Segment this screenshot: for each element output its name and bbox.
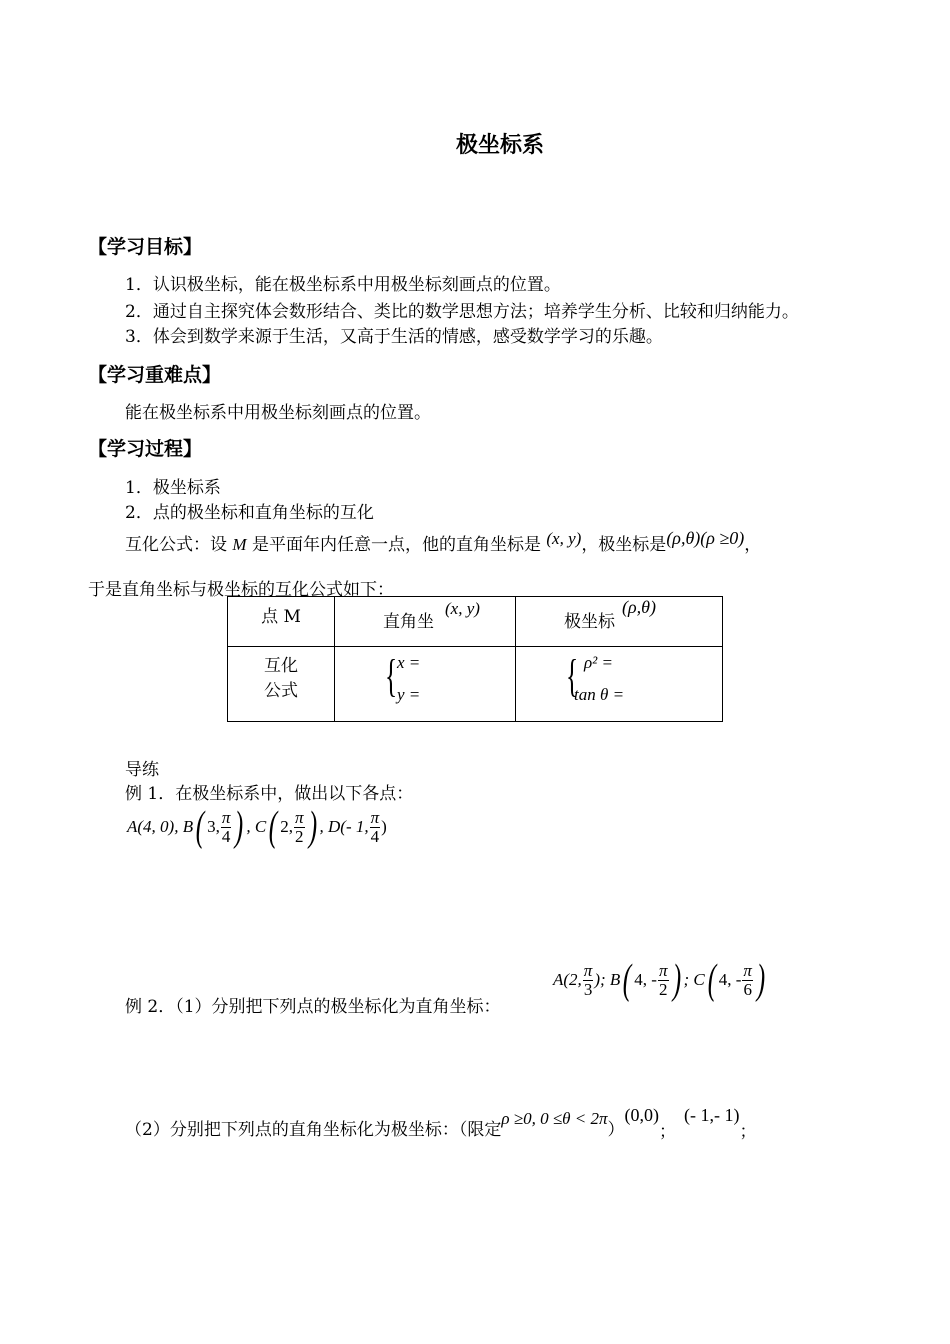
brace-icon: {: [385, 650, 398, 701]
example2-part2: （2）分别把下列点的直角坐标化为极坐标：（限定 ρ ≥0, 0 ≤θ < 2π ） (0,0) ； (- 1,- 1) ；: [125, 1105, 757, 1142]
goal-item: 1．认识极坐标，能在极坐标系中用极坐标刻画点的位置。: [125, 275, 561, 295]
point-m: M: [232, 535, 247, 554]
paren-icon: ): [756, 957, 766, 1003]
practice-heading: 导练: [125, 760, 159, 780]
formula-mid1: 是平面年内任意一点，他的直角坐标是: [251, 535, 541, 555]
paren-icon: ): [308, 804, 317, 850]
example1-text: 例 1．在极坐标系中，做出以下各点：: [125, 784, 414, 804]
formula-intro-line: [125, 530, 761, 555]
rect-coord: (x, y): [546, 529, 582, 548]
formula-line2: 于是直角坐标与极坐标的互化公式如下：: [88, 580, 394, 600]
point-neg: (- 1,- 1): [684, 1105, 740, 1125]
fraction: $\frac{\pi}{2}$: [658, 960, 668, 999]
key-points-heading: 【学习重难点】: [88, 364, 222, 386]
goal-item: 2．通过自主探究体会数形结合、类比的数学思想方法；培养学生分析、比较和归纳能力。: [125, 302, 799, 322]
process-item: 1．极坐标系: [125, 478, 221, 498]
header-point: 点 M: [228, 597, 335, 647]
page-title: 极坐标系: [455, 133, 544, 158]
paren-icon: ): [235, 804, 244, 850]
paren-icon: (: [707, 957, 716, 1003]
key-points-text: 能在极坐标系中用极坐标刻画点的位置。: [125, 403, 431, 423]
header-polar: 极坐标 (ρ,θ): [516, 597, 723, 647]
fraction: $\frac{\pi}{4}$: [370, 807, 380, 846]
goal-item: 3．体会到数学来源于生活，又高于生活的情感，感受数学学习的乐趣。: [125, 327, 663, 347]
example2-points: A(2, $\frac{\pi}{3}$ ); B ( 4, - $\frac{\pi}{2}$ ) ; C ( 4, - $\frac{\pi}{6}$ ): [553, 957, 766, 1003]
example2-text: 例 2．（1）分别把下列点的极坐标化为直角坐标：: [125, 997, 501, 1017]
fraction: $\frac{\pi}{4}$: [221, 807, 231, 846]
fraction: $\frac{\pi}{2}$: [294, 807, 304, 846]
header-rect: 直角坐 (x, y): [335, 597, 516, 647]
fraction: $\frac{\pi}{6}$: [743, 960, 752, 999]
paren-icon: (: [623, 957, 632, 1003]
paren-icon: ): [672, 957, 681, 1003]
point-origin: (0,0): [624, 1105, 659, 1125]
process-heading: 【学习过程】: [88, 438, 203, 460]
goals-heading: 【学习目标】: [88, 236, 203, 258]
formula-end: ，: [744, 535, 762, 555]
formula-intro: 互化公式：设: [125, 535, 227, 555]
row-label: 互化 公式: [228, 647, 335, 722]
rect-formula-cell: { x = y =: [335, 647, 516, 722]
constraint: ρ ≥0, 0 ≤θ < 2π: [501, 1109, 608, 1128]
process-item: 2．点的极坐标和直角坐标的互化: [125, 503, 374, 523]
example1-points: A(4, 0), B ( 3, $\frac{\pi}{4}$ ) , C ( 2, $\frac{\pi}{2}$ ) , D(- 1, $\frac{\pi}{4}$ ): [127, 804, 387, 850]
conversion-table: [227, 596, 723, 722]
polar-formula-cell: { ρ² = tan θ =: [516, 647, 723, 722]
polar-coord: (ρ,θ)(ρ ≥0): [666, 528, 745, 548]
brace-icon: {: [566, 650, 579, 701]
paren-icon: (: [269, 804, 278, 850]
paren-icon: (: [195, 804, 205, 850]
formula-mid2: ，极坐标是: [581, 535, 667, 555]
fraction: $\frac{\pi}{3}$: [583, 960, 593, 999]
